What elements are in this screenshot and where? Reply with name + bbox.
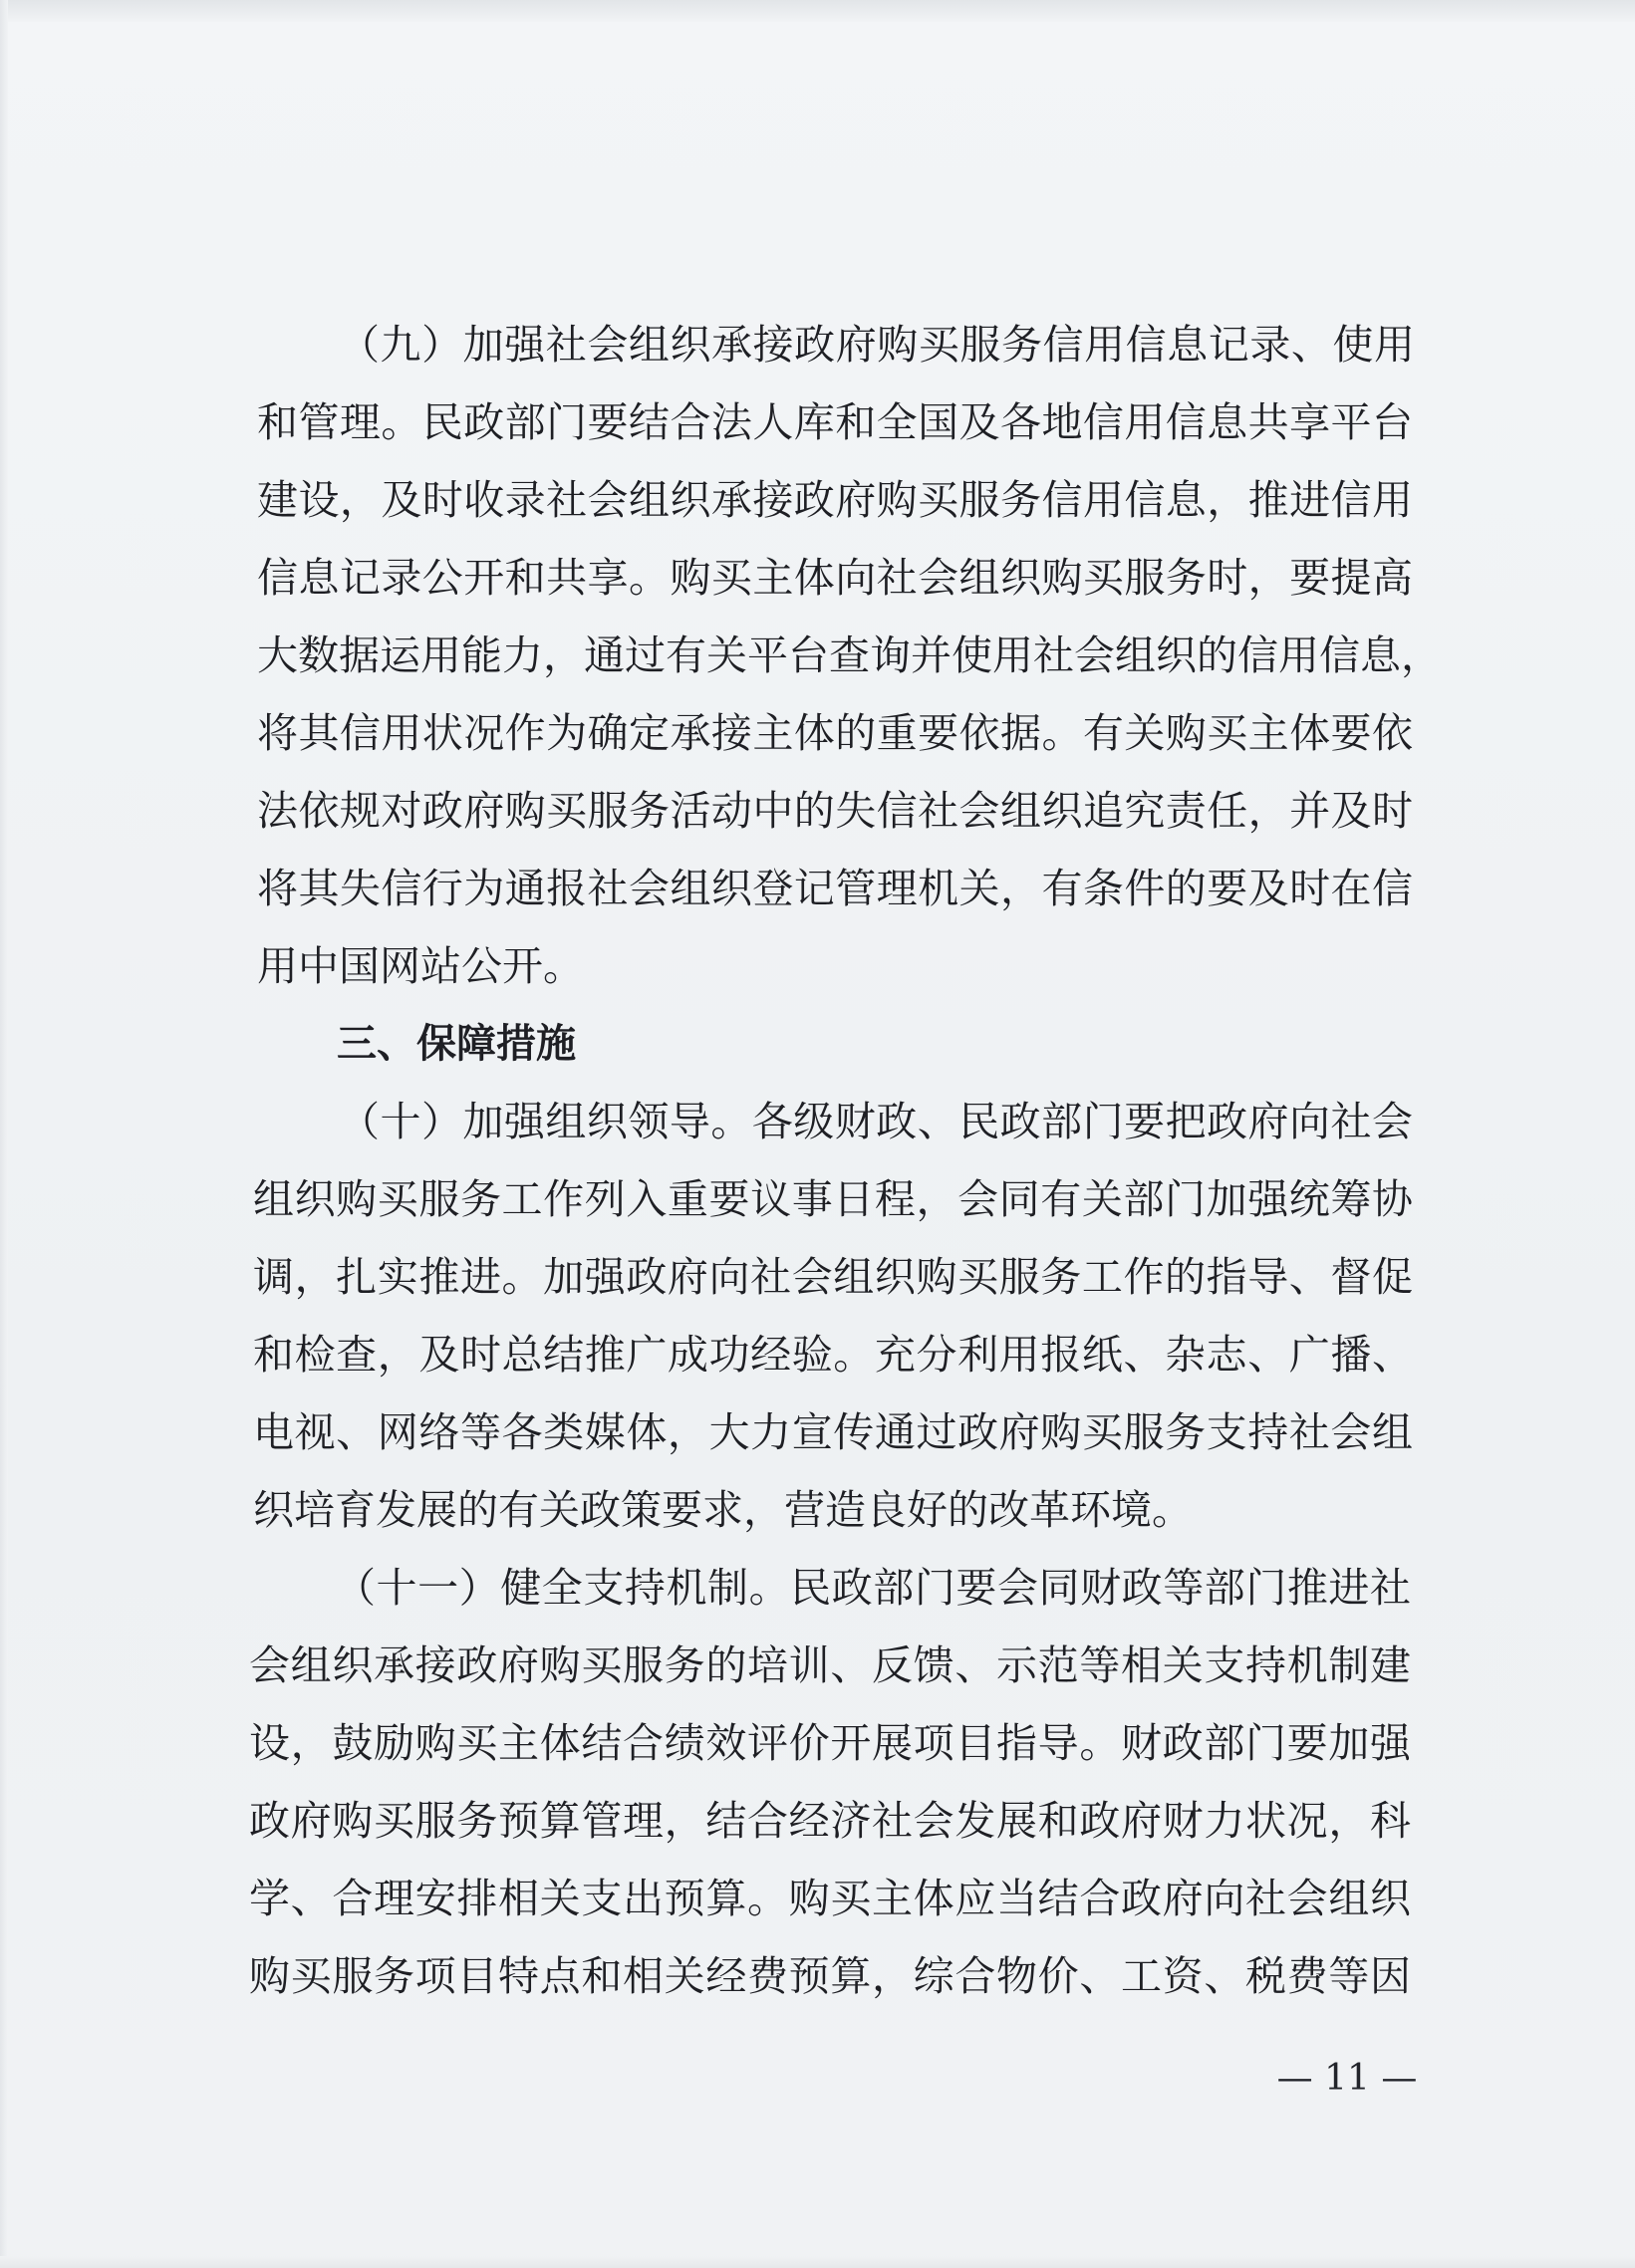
- paragraph-9-line-6: 将其信用状况作为确定承接主体的重要依据。有关购买主体要依: [257, 709, 1413, 757]
- paragraph-10-line-2: 组织购买服务工作列入重要议事日程，会同有关部门加强统筹协: [253, 1175, 1413, 1223]
- paragraph-9-line-7: 法依规对政府购买服务活动中的失信社会组织追究责任，并及时: [257, 787, 1413, 835]
- section-heading: 三、保障措施: [337, 1021, 576, 1067]
- paragraph-10-line-5: 电视、网络等各类媒体，大力宣传通过政府购买服务支持社会组: [253, 1408, 1413, 1456]
- paragraph-10-line-6: 织培育发展的有关政策要求，营造良好的改革环境。: [253, 1486, 1193, 1534]
- paragraph-11-line-2: 会组织承接政府购买服务的培训、反馈、示范等相关支持机制建: [249, 1641, 1411, 1689]
- paragraph-9-line-1: （九）加强社会组织承接政府购买服务信用信息记录、使用: [339, 321, 1415, 369]
- paragraph-11-line-6: 购买服务项目特点和相关经费预算，综合物价、工资、税费等因: [249, 1952, 1411, 2000]
- paragraph-10-line-4: 和检查，及时总结推广成功经验。充分利用报纸、杂志、广播、: [253, 1331, 1413, 1379]
- paragraph-9-line-4: 信息记录公开和共享。购买主体向社会组织购买服务时，要提高: [257, 554, 1413, 602]
- paragraph-10-line-3: 调，扎实推进。加强政府向社会组织购买服务工作的指导、督促: [253, 1253, 1413, 1301]
- paragraph-9-line-3: 建设，及时收录社会组织承接政府购买服务信用信息，推进信用: [257, 476, 1413, 524]
- paragraph-11-line-1: （十一）健全支持机制。民政部门要会同财政等部门推进社: [335, 1564, 1411, 1612]
- paragraph-11-line-5: 学、合理安排相关支出预算。购买主体应当结合政府向社会组织: [249, 1875, 1411, 1922]
- paragraph-9-line-9: 用中国网站公开。: [257, 942, 584, 990]
- page-number: — 11 —: [1276, 2058, 1418, 2099]
- paragraph-9-line-2: 和管理。民政部门要结合法人库和全国及各地信用信息共享平台: [257, 398, 1413, 446]
- paragraph-11-line-4: 政府购买服务预算管理，结合经济社会发展和政府财力状况，科: [249, 1797, 1411, 1845]
- paragraph-9-line-8: 将其失信行为通报社会组织登记管理机关，有条件的要及时在信: [257, 865, 1413, 912]
- paragraph-11-line-3: 设，鼓励购买主体结合绩效评价开展项目指导。财政部门要加强: [249, 1719, 1411, 1767]
- paragraph-10-line-1: （十）加强组织领导。各级财政、民政部门要把政府向社会: [339, 1098, 1413, 1145]
- paragraph-9-line-5: 大数据运用能力，通过有关平台查询并使用社会组织的信用信息，: [257, 631, 1442, 679]
